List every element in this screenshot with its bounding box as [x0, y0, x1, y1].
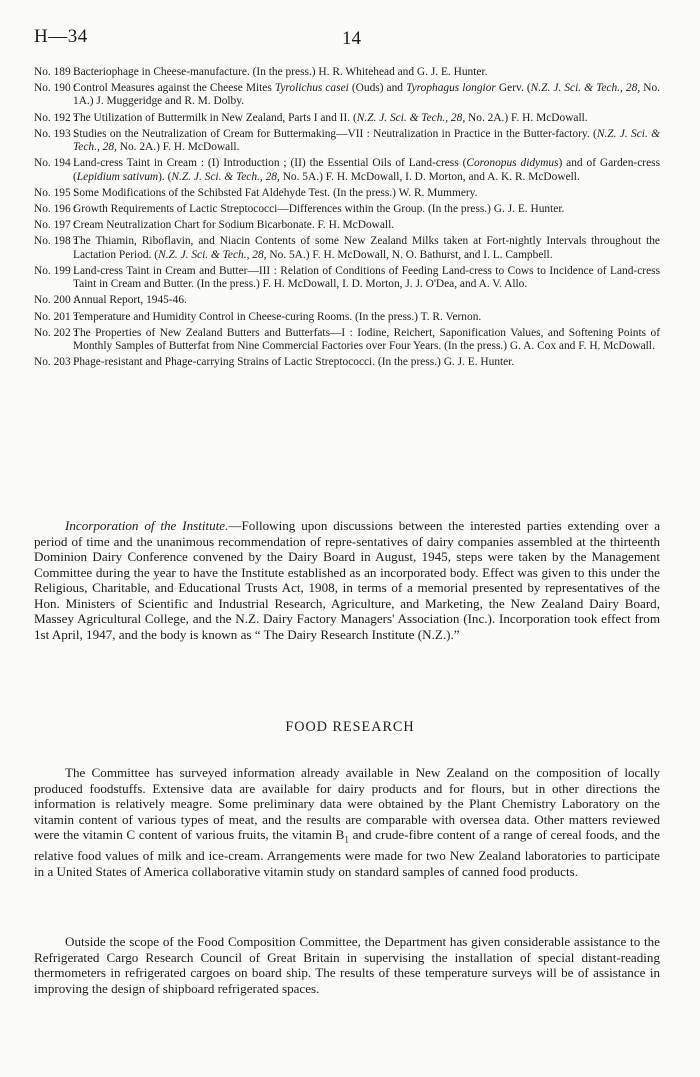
publication-number: No. 197 : [34, 219, 77, 232]
incorporation-paragraph [34, 518, 660, 642]
italic-text: Coronopus didymus [466, 157, 559, 170]
incorporation-text: —Following upon discussions between the interested parties extending over a period of time and the unanimous recommendation of repre-sentatives of dairy companies assembled at the thirteenth Dominion Dairy Conference convened by the Dairy Board in August, 1945, steps were taken by the Management Committee during the year to have the Institute established as an incorporated body. Effect was given to this under the Religious, Charitable, and Educational Trusts Act, 1908, in terms of a memorial presented by representatives of the Hon. Ministers of Scientific and Industrial Research, Agriculture, and Marketing, the New Zealand Dairy Board, Massey Agricultural College, and the N.Z. Dairy Factory Managers' Association (Inc.). Incorporation took effect from 1st April, 1947, and the body is known as “ The Dairy Research Institute (N.Z.).” [34, 518, 661, 642]
page-number: 14 [342, 28, 361, 49]
publication-text: ) and of Garden-cress ( [73, 157, 660, 183]
section-title: FOOD RESEARCH [285, 719, 415, 735]
publication-entry [34, 294, 660, 307]
publication-number: No. 195 : [34, 186, 77, 199]
publication-entry [34, 187, 660, 200]
publication-number: No. 203 : [34, 356, 77, 369]
italic-text: N.Z. J. Sci. & Tech., 28, [356, 111, 466, 124]
publication-text: Phage-resistant and Phage-carrying Strains of Lactic Streptococci. (In the press.) G. J. E. Hunter. [73, 356, 515, 369]
publication-number: No. 202 : [34, 326, 77, 339]
publication-text: Land-cress Taint in Cream and Butter—III : Relation of Conditions of Feeding Land-cress to Cows to Incidence of Land-cress Taint in Cream and Butter. (In the press.) F. H. McDowall, I. D. Morton, J. J. O'Dea, and A. V. Allo. [73, 264, 660, 291]
publication-number: No. 189 : [34, 66, 77, 78]
italic-text: Tyrolichus casei [274, 82, 349, 95]
italic-text: N.Z. J. Sci. & Tech., 28, [171, 170, 280, 183]
publication-entry [34, 311, 660, 324]
publication-entry [34, 327, 660, 354]
publication-text: Some Modifications of the Schibsted Fat Aldehyde Test. (In the press.) W. R. Mummery. [73, 186, 478, 199]
publication-text: Growth Requirements of Lactic Streptococci—Differences within the Group. (In the press.) G. J. E. Hunter. [73, 203, 565, 216]
italic-text: N.Z. J. Sci. & Tech., 28, [158, 248, 267, 261]
italic-text: Lepidium sativum [76, 170, 159, 183]
publication-text: The Properties of New Zealand Butters and Butterfats—I : Iodine, Reichert, Saponification Values, and Softening Points of Monthly Samples of Butterfat from Nine Commercial Factories over Four Years. (In the press.) G. A. Cox and F. H. McDowall. [73, 326, 660, 353]
publication-entry [34, 112, 660, 125]
publication-text: No. 5A.) F. H. McDowall, I. D. Morton, and A. K. R. McDowell. [279, 170, 580, 183]
publication-number: No. 200 : [34, 294, 77, 307]
italic-text: Tyrophagus longior [406, 82, 496, 95]
food-research-paragraph-1 [34, 765, 660, 879]
publication-text: Cream Neutralization Chart for Sodium Bicarbonate. F. H. McDowall. [73, 219, 395, 232]
publication-text: The Utilization of Buttermilk in New Zealand, Parts I and II. ( [73, 111, 357, 124]
publication-number: No. 193 : [34, 127, 77, 140]
publication-entry [34, 265, 660, 292]
publication-number: No. 194 : [34, 157, 77, 170]
paragraph-text: The Committee has surveyed information already available in New Zealand on the composition of locally produced foodstuffs. Extensive data are available for dairy products and for flours, but in other directions the information is relatively meagre. Some preliminary data were obtained by the Plant Chemistry Laboratory on the vitamin content of various types of meat, and the results are comparable with oversea data. Other matters reviewed were the vitamin C content of various fruits, the vitamin B [34, 765, 660, 842]
publication-text: The Thiamin, Riboflavin, and Niacin Contents of some New Zealand Milks taken at Fort-nightly Intervals throughout the Lactation Period. ( [73, 235, 660, 261]
publication-text: Studies on the Neutralization of Cream for Buttermaking—VII : Neutralization in Practice in the Butter-factory. ( [73, 127, 597, 140]
publication-text: Temperature and Humidity Control in Cheese-curing Rooms. (In the press.) T. R. Vernon. [73, 310, 482, 323]
publication-text: (Ouds) and [348, 82, 407, 95]
publication-number: No. 198 : [34, 235, 77, 248]
page-header [34, 26, 660, 52]
publication-entry [34, 82, 660, 109]
publication-text: Bacteriophage in Cheese-manufacture. (In the press.) H. R. Whitehead and G. J. E. Hunter. [73, 66, 488, 78]
publication-list [34, 66, 660, 372]
vitamin-subscript: 1 [344, 834, 349, 845]
publication-text: Annual Report, 1945-46. [73, 294, 187, 307]
publication-text: Land-cress Taint in Cream : (I) Introduction ; (II) the Essential Oils of Land-cress ( [73, 157, 467, 170]
publication-text: No. 5A.) F. H. McDowall, N. O. Bathurst, and I. L. Campbell. [266, 248, 553, 261]
publication-entry [34, 66, 660, 79]
food-research-paragraph-2: Outside the scope of the Food Composition Committee, the Department has given considerable assistance to the Refrigerated Cargo Research Council of Great Britain in supervising the installation of special distant-reading thermometers in refrigerated cargoes on board ship. The results of these temperature surveys will be of assistance in improving the design of shipboard refrigerated spaces. [34, 934, 660, 996]
publication-number: No. 192 : [34, 111, 77, 124]
publication-text: No. 1A.) J. Muggeridge and R. M. Dolby. [73, 82, 661, 108]
publication-entry [34, 203, 660, 216]
publication-entry [34, 219, 660, 232]
document-id: H—34 [34, 26, 88, 47]
publication-text: ). ( [158, 170, 172, 183]
publication-number: No. 199 : [34, 264, 77, 277]
italic-text: N.Z. J. Sci. & Tech., 28, [73, 127, 660, 154]
publication-number: No. 196 : [34, 203, 77, 216]
publication-text: Gerv. ( [495, 82, 531, 95]
publication-text: No. 2A.) F. H. McDowall. [116, 141, 240, 154]
publication-entry [34, 157, 660, 184]
publication-entry [34, 356, 660, 369]
paragraph-text: and crude-fibre content of a range of cereal foods, and the relative food values of milk and ice-cream. Arrangements were made for two New Zealand laboratories to participate in a United States of America collaborative vitamin study on standard samples of canned food products. [34, 827, 661, 879]
publication-number: No. 190 : [34, 82, 77, 95]
publication-text: No. 2A.) F. H. McDowall. [465, 111, 588, 124]
publication-entry [34, 128, 660, 155]
incorporation-heading: Incorporation of the Institute. [65, 518, 229, 533]
publication-text: Control Measures against the Cheese Mites [73, 82, 275, 95]
publication-entry [34, 235, 660, 262]
publication-number: No. 201 : [34, 310, 77, 323]
italic-text: N.Z. J. Sci. & Tech., 28, [530, 82, 641, 95]
